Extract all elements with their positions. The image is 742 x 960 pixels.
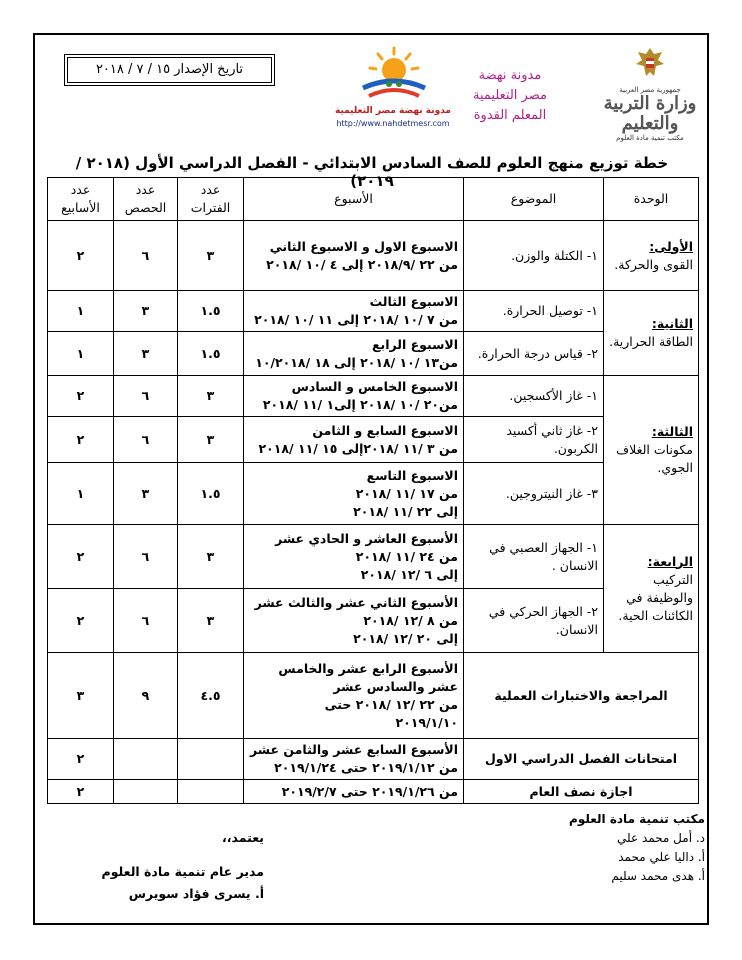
- periods-cell: ١.٥: [178, 332, 244, 376]
- week-cell: [244, 332, 464, 376]
- topic-cell: امتحانات الفصل الدراسي الاول: [464, 739, 699, 780]
- blog-line: مصر التعليمية: [473, 88, 547, 103]
- table-row: [48, 221, 699, 291]
- week-line: الأسبوع السابع عشر والثامن عشر: [250, 742, 458, 757]
- table-row: [48, 463, 699, 525]
- weeks-cell: ٢: [48, 221, 114, 291]
- header-classes: عدد الحصص: [114, 178, 178, 221]
- weeks-cell: ٢: [48, 525, 114, 589]
- week-line: الاسبوع التاسع: [366, 467, 458, 483]
- classes-cell: [114, 739, 178, 780]
- unit-name: التركيب والوظيفة في الكائنات الحية.: [618, 571, 693, 623]
- week-cell: [244, 589, 464, 653]
- week-line: إلى ٢٢ /١١ /٢٠١٨: [353, 503, 458, 519]
- topic-cell: ٢- غاز ثاني أكسيد الكربون.: [464, 417, 604, 463]
- week-line: الأسبوع العاشر و الحادي عشر: [275, 530, 458, 546]
- weeks-cell: ٢: [48, 376, 114, 417]
- header-week: الأسبوع: [244, 178, 464, 221]
- blog-logo-icon: [343, 44, 446, 106]
- week-line: من٢٠ /١٠ /٢٠١٨ إلى١ /١١ /٢٠١٨: [262, 397, 458, 412]
- classes-cell: ٣: [114, 332, 178, 376]
- periods-cell: ٣: [178, 589, 244, 653]
- week-line: من ٨ /١٢ /٢٠١٨: [363, 612, 458, 628]
- topic-cell: ٣- غاز النيتروجين.: [464, 463, 604, 525]
- week-line: من ٢٠١٩/١/١٢ حتى ٢٠١٩/١/٢٤: [274, 760, 458, 775]
- signatory-name: د. أمل محمد علي: [617, 831, 705, 845]
- periods-cell: [178, 739, 244, 780]
- week-cell: [244, 653, 464, 739]
- page-title: خطة توزيع منهج العلوم للصف السادس الابتدائي - الفصل الدراسي الأول (٢٠١٨ / ٢٠١٩): [75, 154, 669, 190]
- week-cell: [244, 525, 464, 589]
- classes-cell: ٦: [114, 376, 178, 417]
- week-line: الأسبوع الرابع عشر والخامس عشر والسادس عشر: [278, 660, 458, 694]
- director-name: أ. يسرى فؤاد سويرس: [128, 886, 264, 901]
- unit-name: القوى والحركة.: [614, 256, 693, 272]
- office-title: مكتب تنمية مادة العلوم: [569, 812, 705, 826]
- week-line: من ٣ /١١ /٢٠١٨إلى ١٥ /١١ /٢٠١٨: [258, 440, 458, 456]
- week-line: إلى ٢٠ /١٢ /٢٠١٨: [353, 630, 458, 646]
- periods-cell: ٣: [178, 221, 244, 291]
- header-periods: عدد الفترات: [178, 178, 244, 221]
- eagle-emblem-icon: [632, 44, 668, 84]
- plan-table: [47, 177, 699, 804]
- weeks-cell: ٢: [48, 739, 114, 780]
- topic-cell: ١- توصيل الحرارة.: [464, 291, 604, 332]
- classes-cell: ٦: [114, 417, 178, 463]
- week-cell: [244, 739, 464, 780]
- unit-label: الأولى:: [649, 238, 693, 254]
- classes-cell: ٦: [114, 589, 178, 653]
- unit-name: مكونات الغلاف الجوي.: [616, 442, 693, 475]
- unit-name: الطاقة الحرارية.: [609, 334, 693, 349]
- topic-cell: اجازة نصف العام: [464, 780, 699, 804]
- week-cell: [244, 221, 464, 291]
- unit-cell: [604, 525, 699, 653]
- week-line: من ١٧ /١١ /٢٠١٨: [355, 485, 458, 501]
- week-line: إلى ٦ /١٢ /٢٠١٨: [360, 566, 458, 582]
- week-line: الاسبوع الخامس و السادس: [291, 379, 458, 394]
- blog-line: مدونة نهضة: [478, 68, 542, 83]
- table-header-row: [48, 178, 699, 221]
- week-cell: [244, 463, 464, 525]
- unit-cell: [604, 376, 699, 525]
- table-row: [48, 417, 699, 463]
- weeks-cell: ١: [48, 463, 114, 525]
- ministry-name: وزارة التربية والتعليم: [603, 93, 697, 134]
- week-line: الاسبوع الرابع: [372, 336, 458, 352]
- blog-lines: [450, 66, 570, 126]
- classes-cell: [114, 780, 178, 804]
- unit-label: الثانية:: [651, 316, 693, 331]
- week-line: الاسبوع الاول و الاسبوع الثاني: [269, 238, 458, 254]
- classes-cell: ٦: [114, 525, 178, 589]
- periods-cell: [178, 780, 244, 804]
- ministry-office: مكتب تنمية مادة العلوم: [616, 134, 684, 142]
- classes-cell: ٣: [114, 291, 178, 332]
- periods-cell: ١.٥: [178, 291, 244, 332]
- week-line: ٢٠١٩/١/١٠: [395, 714, 458, 730]
- topic-cell: ١- الجهاز العصبي في الانسان .: [464, 525, 604, 589]
- topic-cell: المراجعة والاختبارات العملية: [464, 653, 699, 739]
- approval-label: يعتمد،،: [222, 830, 264, 845]
- week-line: الاسبوع السابع و الثامن: [312, 422, 458, 438]
- week-line: من١٣ /١٠ /٢٠١٨ إلى ١٨ /١٠/٢٠١٨: [255, 354, 458, 370]
- ministry-country: جمهورية مصر العربية: [619, 86, 681, 94]
- blog-line: المعلم القدوة: [473, 108, 547, 123]
- table-row: [48, 780, 699, 804]
- topic-cell: ٢- قياس درجة الحرارة.: [464, 332, 604, 376]
- weeks-cell: ١: [48, 291, 114, 332]
- logo-url: http://www.nahdetmesr.com: [336, 119, 450, 128]
- week-line: من ٢٤ /١١ /٢٠١٨: [355, 548, 458, 564]
- week-line: من ٢٢ /١٢ /٢٠١٨ حتى: [324, 696, 458, 712]
- header-topic: الموضوع: [464, 178, 604, 221]
- week-line: الاسبوع الثالث: [369, 294, 458, 309]
- topic-cell: ١- الكتلة والوزن.: [464, 221, 604, 291]
- week-cell: [244, 376, 464, 417]
- weeks-cell: ٢: [48, 417, 114, 463]
- weeks-cell: ٣: [48, 653, 114, 739]
- header-unit: الوحدة: [604, 178, 699, 221]
- table-row: [48, 291, 699, 332]
- periods-cell: ٣: [178, 417, 244, 463]
- topic-cell: ١- غاز الأكسجين.: [464, 376, 604, 417]
- issue-date: تاريخ الإصدار ١٥ / ٧ / ٢٠١٨: [67, 57, 272, 83]
- table-row: [48, 739, 699, 780]
- periods-cell: ٣: [178, 376, 244, 417]
- unit-cell: [604, 291, 699, 376]
- unit-cell: [604, 221, 699, 291]
- periods-cell: ٣: [178, 525, 244, 589]
- classes-cell: ٣: [114, 463, 178, 525]
- week-cell: من ٢٠١٩/١/٢٦ حتى ٢٠١٩/٢/٧: [244, 780, 464, 804]
- table-row: [48, 525, 699, 589]
- weeks-cell: ١: [48, 332, 114, 376]
- ministry-logo: [594, 44, 706, 142]
- signature-block-office: [530, 810, 705, 886]
- header-weeks: عدد الأسابيع: [48, 178, 114, 221]
- signature-block-director: [84, 827, 264, 905]
- unit-label: الرابعة:: [647, 553, 693, 569]
- week-cell: [244, 417, 464, 463]
- table-row: [48, 589, 699, 653]
- signatory-name: أ. داليا علي محمد: [618, 850, 705, 864]
- weeks-cell: ٢: [48, 589, 114, 653]
- week-line: من ٢٢ /٢٠١٨/٩ إلى ٤ /١٠ /٢٠١٨: [266, 256, 458, 272]
- weeks-cell: ٢: [48, 780, 114, 804]
- table-row: [48, 376, 699, 417]
- topic-cell: ٢- الجهاز الحركي في الانسان.: [464, 589, 604, 653]
- signatory-name: أ. هدى محمد سليم: [611, 869, 705, 883]
- classes-cell: ٩: [114, 653, 178, 739]
- director-title: مدير عام تنمية مادة العلوم: [101, 864, 264, 879]
- table-row: [48, 332, 699, 376]
- unit-label: الثالثة:: [651, 424, 693, 439]
- logo-caption: مدونة نهضة مصر التعليمية: [334, 106, 452, 116]
- week-cell: [244, 291, 464, 332]
- periods-cell: ١.٥: [178, 463, 244, 525]
- table-row: [48, 653, 699, 739]
- classes-cell: ٦: [114, 221, 178, 291]
- week-line: الأسبوع الثاني عشر والثالث عشر: [254, 594, 458, 610]
- week-line: من ٧ /١٠ /٢٠١٨ إلى ١١ /١٠ /٢٠١٨: [254, 312, 458, 327]
- periods-cell: ٤.٥: [178, 653, 244, 739]
